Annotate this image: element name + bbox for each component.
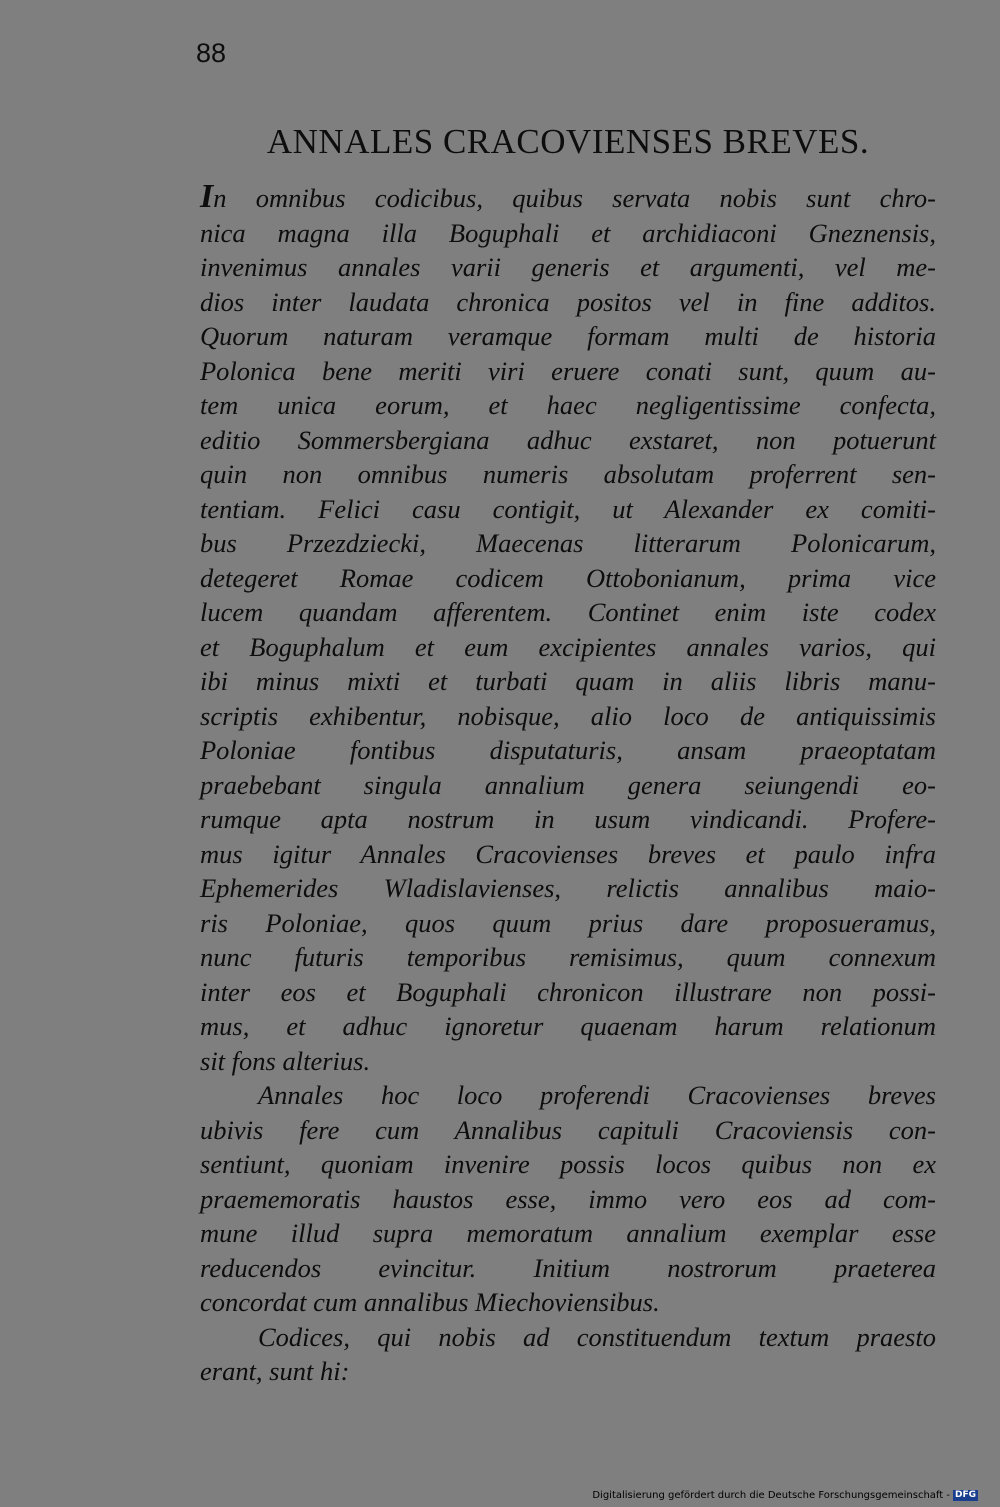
line-text: scriptis exhibentur, nobisque, alio loco de antiquissimis: [200, 700, 936, 731]
text-line: [200, 630, 936, 665]
text-line: [200, 1182, 936, 1217]
text-line: [200, 180, 936, 216]
line-text: dios inter laudata chronica positos vel in fine additos.: [200, 286, 936, 317]
text-line: [200, 354, 936, 389]
line-text: n omnibus codicibus, quibus servata nobis sunt chro-: [213, 183, 936, 213]
text-line: [200, 1320, 936, 1355]
footer-credit-text: Digitalisierung gefördert durch die Deutsche Forschungsgemeinschaft -: [592, 1490, 950, 1501]
text-line: [200, 802, 936, 837]
line-text: quin non omnibus numeris absolutam proferrent sen-: [200, 459, 936, 489]
page-number: 88: [196, 38, 227, 68]
drop-cap: I: [200, 178, 214, 215]
line-text: ris Poloniae, quos quum prius dare proposueramus,: [200, 907, 936, 938]
line-text: editio Sommersbergiana adhuc exstaret, non potuerunt: [200, 424, 936, 455]
line-text: inter eos et Boguphali chronicon illustrare non possi-: [200, 976, 936, 1007]
text-line: [200, 1285, 936, 1320]
line-text: Annales hoc loco proferendi Cracovienses breves: [258, 1080, 936, 1110]
line-text: reducendos evincitur. Initium nostrorum praeterea: [200, 1252, 936, 1283]
paragraph: [200, 180, 936, 1078]
line-text: rumque apta nostrum in usum vindicandi. Profere-: [200, 804, 936, 834]
text-line: [200, 457, 936, 492]
text-line: [200, 388, 936, 423]
text-line: [200, 492, 936, 527]
text-line: [200, 664, 936, 699]
line-text: tentiam. Felici casu contigit, ut Alexander ex comiti-: [200, 493, 936, 524]
line-text: et Boguphalum et eum excipientes annales varios, qui: [200, 631, 936, 662]
line-text: invenimus annales varii generis et argumenti, vel me-: [200, 252, 936, 282]
page-title: ANNALES CRACOVIENSES BREVES.: [266, 122, 870, 161]
text-line: [200, 1354, 936, 1389]
text-line: [200, 561, 936, 596]
line-text: erant, sunt hi:: [200, 1356, 350, 1386]
line-text: mus, et adhuc ignoretur quaenam harum relationum: [200, 1011, 936, 1041]
line-text: lucem quandam afferentem. Continet enim iste codex: [200, 597, 936, 627]
text-line: [200, 526, 936, 561]
text-line: [200, 906, 936, 941]
line-text: Polonica bene meriti viri eruere conati sunt, quum au-: [200, 355, 936, 386]
text-line: [200, 699, 936, 734]
line-text: praebebant singula annalium genera seiungendi eo-: [200, 769, 936, 800]
text-line: [200, 1216, 936, 1251]
line-text: nunc futuris temporibus remisimus, quum connexum: [200, 942, 936, 972]
paragraph: [200, 1320, 936, 1389]
body-text: [200, 180, 936, 1389]
line-text: Poloniae fontibus disputaturis, ansam praeoptatam: [200, 735, 936, 765]
line-text: sit fons alterius.: [200, 1045, 371, 1076]
text-line: [200, 733, 936, 768]
line-text: praememoratis haustos esse, immo vero eos ad com-: [200, 1183, 936, 1214]
text-line: [200, 837, 936, 872]
text-line: [200, 871, 936, 906]
text-line: [200, 1113, 936, 1148]
line-text: Quorum naturam veramque formam multi de historia: [200, 321, 936, 351]
line-text: concordat cum annalibus Miechoviensibus.: [200, 1287, 660, 1317]
text-line: [200, 423, 936, 458]
text-line: [200, 595, 936, 630]
line-text: detegeret Romae codicem Ottobonianum, prima vice: [200, 562, 936, 593]
text-line: [200, 975, 936, 1010]
text-line: [200, 285, 936, 320]
text-line: [200, 216, 936, 251]
text-line: [200, 1251, 936, 1286]
line-text: Ephemerides Wladislavienses, relictis annalibus maio-: [200, 873, 936, 903]
footer-credit: [592, 1490, 978, 1501]
text-line: [200, 1147, 936, 1182]
line-text: mus igitur Annales Cracovienses breves et paulo infra: [200, 838, 936, 869]
text-line: [200, 940, 936, 975]
line-text: ibi minus mixti et turbati quam in aliis libris manu-: [200, 666, 936, 696]
text-line: [200, 250, 936, 285]
line-text: tem unica eorum, et haec negligentissime confecta,: [200, 390, 936, 420]
text-line: [200, 1009, 936, 1044]
line-text: Codices, qui nobis ad constituendum textum praesto: [258, 1321, 936, 1352]
text-line: [200, 1078, 936, 1113]
text-line: [200, 768, 936, 803]
paragraph: [200, 1078, 936, 1320]
text-line: [200, 1044, 936, 1079]
line-text: sentiunt, quoniam invenire possis locos quibus non ex: [200, 1149, 936, 1179]
text-line: [200, 319, 936, 354]
dfg-logo-icon: DFG: [954, 1490, 976, 1500]
line-text: bus Przezdziecki, Maecenas litterarum Polonicarum,: [200, 528, 936, 558]
line-text: mune illud supra memoratum annalium exemplar esse: [200, 1218, 936, 1248]
line-text: ubivis fere cum Annalibus capituli Cracoviensis con-: [200, 1114, 936, 1145]
line-text: nica magna illa Boguphali et archidiaconi Gneznensis,: [200, 217, 936, 248]
